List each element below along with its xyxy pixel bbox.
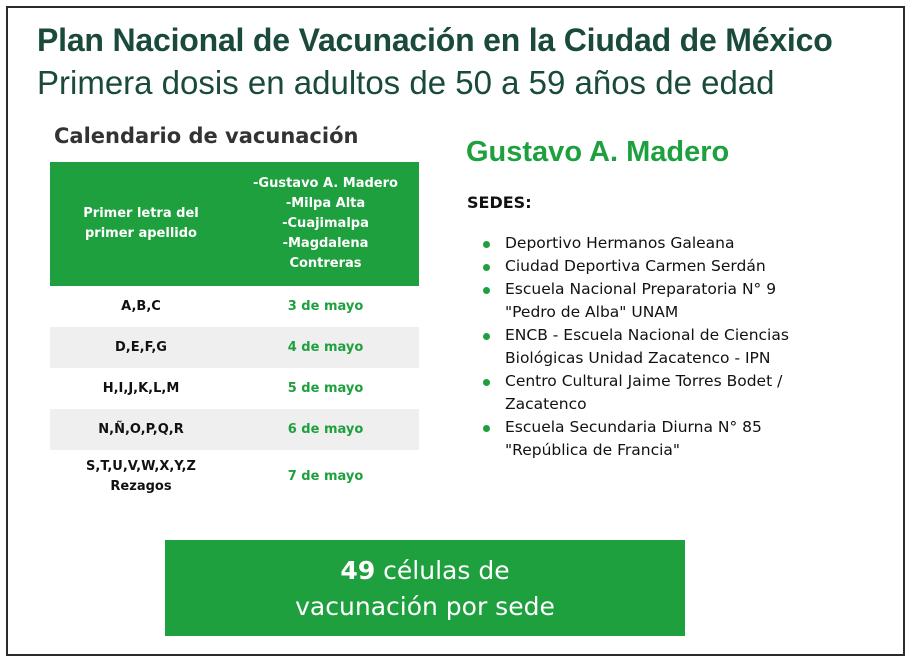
row-letters xyxy=(50,409,232,450)
table-row xyxy=(50,327,419,368)
row-letters xyxy=(50,286,232,327)
header-first-letter xyxy=(50,162,232,286)
letters-text: H,I,J,K,L,M xyxy=(102,381,180,396)
row-date: 4 de mayo xyxy=(232,327,419,368)
row-date: 3 de mayo xyxy=(287,299,364,314)
bullet-icon xyxy=(483,241,490,248)
list-item xyxy=(481,278,881,324)
sede-text: Ciudad Deportiva Carmen Serdán xyxy=(505,257,766,275)
sede-text: Escuela Nacional Preparatoria N° 9 xyxy=(505,280,777,298)
table-row xyxy=(50,409,419,450)
calendar-title: Calendario de vacunación xyxy=(54,124,359,148)
header-line: -Milpa Alta xyxy=(285,196,366,211)
vaccination-cells-banner xyxy=(165,540,685,636)
cells-count: 49 xyxy=(340,556,376,585)
sede-text: "República de Francia" xyxy=(505,441,681,459)
vaccination-calendar-table xyxy=(50,162,419,504)
page-title: Plan Nacional de Vacunación en la Ciudad de México xyxy=(37,22,833,58)
bullet-icon xyxy=(483,264,490,271)
sedes-list xyxy=(481,232,881,462)
banner-line-1 xyxy=(165,553,685,589)
bullet-icon xyxy=(483,333,490,340)
letters-text: N,Ñ,O,P,Q,R xyxy=(98,422,184,437)
list-item xyxy=(481,370,881,416)
table-row xyxy=(50,368,419,409)
banner-text-1: células de xyxy=(375,556,510,585)
page-subtitle: Primera dosis en adultos de 50 a 59 años de edad xyxy=(37,64,775,101)
banner-text-2: vacunación por sede xyxy=(295,592,555,621)
table-row xyxy=(50,286,419,327)
letters-text: D,E,F,G xyxy=(115,340,167,355)
list-item xyxy=(481,324,881,370)
bullet-icon xyxy=(483,379,490,386)
table-row xyxy=(50,450,419,504)
sede-text: Deportivo Hermanos Galeana xyxy=(505,234,735,252)
header-line: -Gustavo A. Madero xyxy=(253,176,398,191)
sede-text: Escuela Secundaria Diurna N° 85 xyxy=(505,418,762,436)
list-item xyxy=(481,255,881,278)
sedes-label: SEDES: xyxy=(467,193,532,212)
sede-text: "Pedro de Alba" UNAM xyxy=(505,303,679,321)
row-letters xyxy=(50,368,232,409)
row-letters xyxy=(50,450,232,504)
sede-text: Centro Cultural Jaime Torres Bodet / xyxy=(505,372,783,390)
bullet-icon xyxy=(483,287,490,294)
header-line: Primer letra del xyxy=(83,206,199,221)
letters-text: A,B,C xyxy=(121,299,161,314)
municipality-heading: Gustavo A. Madero xyxy=(466,136,730,168)
list-item xyxy=(481,232,881,255)
sede-text: ENCB - Escuela Nacional de Ciencias xyxy=(505,326,789,344)
sede-text: Biológicas Unidad Zacatenco - IPN xyxy=(505,349,771,367)
header-line: -Cuajimalpa xyxy=(282,216,369,231)
letters-text: S,T,U,V,W,X,Y,Z xyxy=(86,459,196,474)
row-date: 6 de mayo xyxy=(232,409,419,450)
header-line: -Magdalena xyxy=(282,236,369,251)
sede-text: Zacatenco xyxy=(505,395,587,413)
header-line: primer apellido xyxy=(85,226,197,241)
header-municipalities xyxy=(232,162,419,286)
row-date: 7 de mayo xyxy=(287,469,364,484)
list-item xyxy=(481,416,881,462)
header-line: Contreras xyxy=(289,256,362,271)
row-letters xyxy=(50,327,232,368)
letters-text: Rezagos xyxy=(110,479,172,494)
table-header-row xyxy=(50,162,419,286)
bullet-icon xyxy=(483,425,490,432)
row-date: 5 de mayo xyxy=(287,381,364,396)
